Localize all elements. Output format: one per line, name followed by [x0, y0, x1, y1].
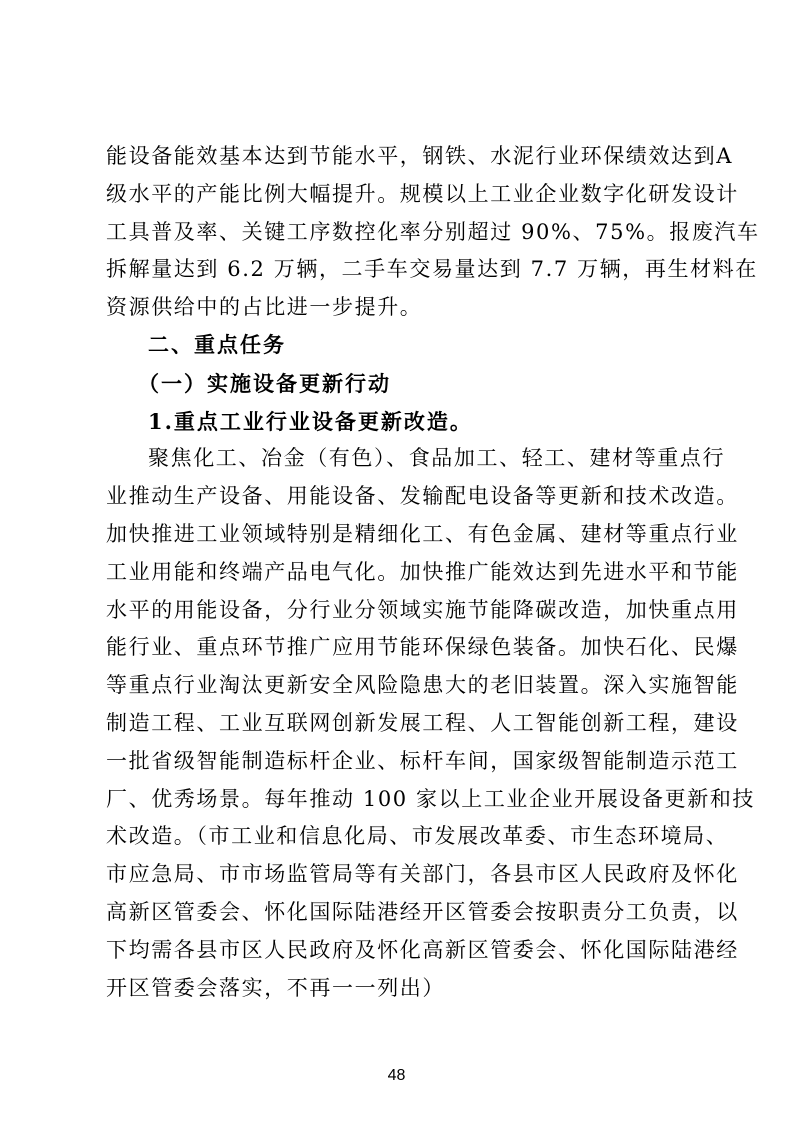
- text-line: 资源供给中的占比进一步提升。: [106, 295, 423, 320]
- text-line: 术改造。（市工业和信息化局、市发展改革委、市生态环境局、: [106, 824, 729, 849]
- text-line: 厂、优秀场景。每年推动 100 家以上工业企业开展设备更新和技: [106, 786, 756, 811]
- text-line: 业推动生产设备、用能设备、发输配电设备等更新和技术改造。: [106, 484, 739, 509]
- page-number: 48: [387, 1067, 406, 1084]
- text-line: 聚焦化工、冶金（有色）、食品加工、轻工、建材等重点行: [148, 446, 726, 471]
- text-line: 制造工程、工业互联网创新发展工程、人工智能创新工程，建设: [106, 710, 739, 735]
- text-line: 加快推进工业领域特别是精细化工、有色金属、建材等重点行业: [106, 521, 739, 546]
- text-line: 工业用能和终端产品电气化。加快推广能效达到先进水平和节能: [106, 559, 739, 584]
- text-line: 级水平的产能比例大幅提升。规模以上工业企业数字化研发设计: [106, 181, 739, 206]
- text-line: 市应急局、市市场监管局等有关部门，各县市区人民政府及怀化: [106, 862, 739, 887]
- text-line: 工具普及率、关键工序数控化率分别超过 90%、75%。报废汽车: [106, 219, 760, 244]
- text-line: 一批省级智能制造标杆企业、标杆车间，国家级智能制造示范工: [106, 748, 739, 773]
- page-body: [106, 138, 760, 1007]
- section-heading: 二、重点任务: [148, 332, 286, 357]
- subsection-heading: （一）实施设备更新行动: [138, 370, 391, 396]
- text-line: 能行业、重点环节推广应用节能环保绿色装备。加快石化、民爆: [106, 635, 739, 660]
- text-line: 能设备能效基本达到节能水平，钢铁、水泥行业环保绩效达到A: [106, 144, 733, 168]
- text-line: 水平的用能设备，分行业分领域实施节能降碳改造，加快重点用: [106, 597, 739, 622]
- text-line: 下均需各县市区人民政府及怀化高新区管委会、怀化国际陆港经: [106, 937, 739, 962]
- text-line: 等重点行业淘汰更新安全风险隐患大的老旧装置。深入实施智能: [106, 673, 739, 698]
- text-line: 高新区管委会、怀化国际陆港经开区管委会按职责分工负责，以: [106, 899, 739, 924]
- text-line: 拆解量达到 6.2 万辆，二手车交易量达到 7.7 万辆，再生材料在: [106, 257, 758, 282]
- text-line: 开区管委会落实，不再一一列出）: [106, 975, 445, 1000]
- item-heading: 1.重点工业行业设备更新改造。: [148, 408, 473, 434]
